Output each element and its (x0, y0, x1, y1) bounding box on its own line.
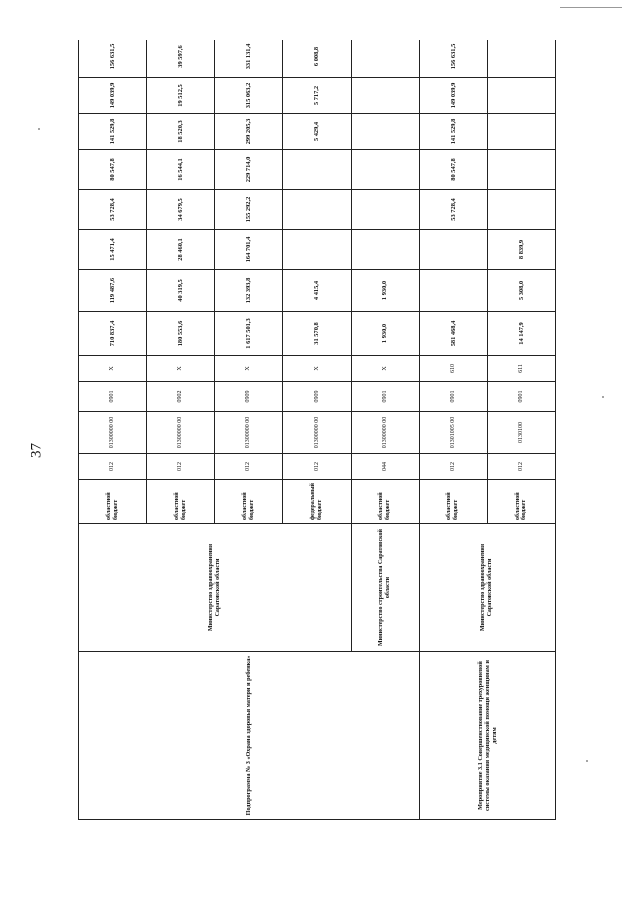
value-cell: 4 415,4 (283, 270, 351, 312)
vr-cell: X (79, 356, 147, 382)
executor-cell: Министерство здравоохранения Саратовской области (79, 524, 352, 652)
value-cell: 53 728,4 (419, 190, 487, 230)
total-cell: 31 570,8 (283, 312, 351, 356)
value-cell: 229 714,0 (215, 150, 283, 190)
csr-cell: 01301005 00 (419, 412, 487, 454)
value-cell (283, 190, 351, 230)
page-number: 37 (28, 443, 45, 458)
value-cell: 5 429,4 (283, 114, 351, 150)
scan-speck (602, 396, 604, 398)
value-cell: 5 308,0 (487, 270, 555, 312)
value-cell (283, 150, 351, 190)
budget-table (78, 40, 556, 820)
source-cell: областной бюджет (147, 480, 215, 524)
total-cell: 581 468,4 (419, 312, 487, 356)
value-cell (419, 270, 487, 312)
value-cell (487, 40, 555, 78)
grbs-cell: 012 (215, 454, 283, 480)
grbs-cell: 012 (283, 454, 351, 480)
value-cell: 141 529,8 (79, 114, 147, 150)
value-cell: 80 547,8 (79, 150, 147, 190)
source-cell: областной бюджет (487, 480, 555, 524)
program-cell: Мероприятие 3.1 Совершенствование трехуровневой системы оказания медицинской помощи женщинам и детям (419, 652, 555, 820)
value-cell: 149 039,9 (419, 78, 487, 114)
value-cell: 155 292,2 (215, 190, 283, 230)
total-cell: 180 553,6 (147, 312, 215, 356)
csr-cell: 01300000 00 (147, 412, 215, 454)
value-cell: 141 529,8 (419, 114, 487, 150)
value-cell (351, 230, 419, 270)
rz-cell: 0902 (147, 382, 215, 412)
rz-cell: 0901 (419, 382, 487, 412)
rz-cell: 0909 (215, 382, 283, 412)
vr-cell: X (283, 356, 351, 382)
rz-cell: 0901 (487, 382, 555, 412)
value-cell (487, 78, 555, 114)
source-cell: федеральный бюджет (283, 480, 351, 524)
value-cell: 15 471,4 (79, 230, 147, 270)
value-cell: 156 631,5 (79, 40, 147, 78)
value-cell: 53 728,4 (79, 190, 147, 230)
value-cell (283, 230, 351, 270)
value-cell: 132 393,8 (215, 270, 283, 312)
source-cell: областной бюджет (351, 480, 419, 524)
source-cell: областной бюджет (215, 480, 283, 524)
source-cell: областной бюджет (79, 480, 147, 524)
csr-cell: 01300000 00 (79, 412, 147, 454)
value-cell: 8 839,9 (487, 230, 555, 270)
value-cell: 315 063,2 (215, 78, 283, 114)
program-cell: Подпрограмма № 3 «Охрана здоровья матери и ребенка» (79, 652, 420, 820)
value-cell: 1 930,0 (351, 270, 419, 312)
rz-cell: 0909 (283, 382, 351, 412)
value-cell (351, 114, 419, 150)
value-cell: 34 679,5 (147, 190, 215, 230)
rz-cell: 0901 (79, 382, 147, 412)
scan-edge-mark (560, 7, 622, 8)
csr-cell: 01300000 00 (215, 412, 283, 454)
scan-speck (38, 128, 40, 130)
value-cell: 119 487,6 (79, 270, 147, 312)
grbs-cell: 044 (351, 454, 419, 480)
value-cell (351, 190, 419, 230)
value-cell (487, 150, 555, 190)
rz-cell: 0901 (351, 382, 419, 412)
value-cell: 299 205,3 (215, 114, 283, 150)
value-cell: 40 319,5 (147, 270, 215, 312)
table-row (419, 40, 487, 820)
value-cell (487, 114, 555, 150)
vr-cell: X (147, 356, 215, 382)
grbs-cell: 012 (147, 454, 215, 480)
csr-cell: 01300000 00 (283, 412, 351, 454)
executor-cell: Министерство строительства Саратовской области (351, 524, 419, 652)
total-cell: 1 930,0 (351, 312, 419, 356)
csr-cell: 0130100 (487, 412, 555, 454)
executor-cell: Министерство здравоохранения Саратовской области (419, 524, 555, 652)
value-cell: 164 701,4 (215, 230, 283, 270)
value-cell: 39 597,6 (147, 40, 215, 78)
vr-cell: X (351, 356, 419, 382)
value-cell: 16 544,1 (147, 150, 215, 190)
grbs-cell: 012 (487, 454, 555, 480)
grbs-cell: 012 (419, 454, 487, 480)
csr-cell: 01300000 00 (351, 412, 419, 454)
source-cell: областной бюджет (419, 480, 487, 524)
value-cell: 28 460,1 (147, 230, 215, 270)
value-cell (351, 40, 419, 78)
vr-cell: 611 (487, 356, 555, 382)
budget-table-region (78, 40, 556, 820)
value-cell: 156 631,5 (419, 40, 487, 78)
total-cell: 1 617 501,3 (215, 312, 283, 356)
vr-cell: X (215, 356, 283, 382)
value-cell: 331 131,4 (215, 40, 283, 78)
value-cell: 19 512,5 (147, 78, 215, 114)
value-cell: 80 547,8 (419, 150, 487, 190)
grbs-cell: 012 (79, 454, 147, 480)
total-cell: 710 837,4 (79, 312, 147, 356)
value-cell: 149 039,9 (79, 78, 147, 114)
total-cell: 14 147,9 (487, 312, 555, 356)
value-cell (487, 190, 555, 230)
value-cell: 18 520,3 (147, 114, 215, 150)
table-row (79, 40, 147, 820)
value-cell: 5 717,2 (283, 78, 351, 114)
scan-speck (586, 760, 588, 762)
value-cell: 6 008,8 (283, 40, 351, 78)
value-cell (419, 230, 487, 270)
vr-cell: 610 (419, 356, 487, 382)
value-cell (351, 78, 419, 114)
value-cell (351, 150, 419, 190)
